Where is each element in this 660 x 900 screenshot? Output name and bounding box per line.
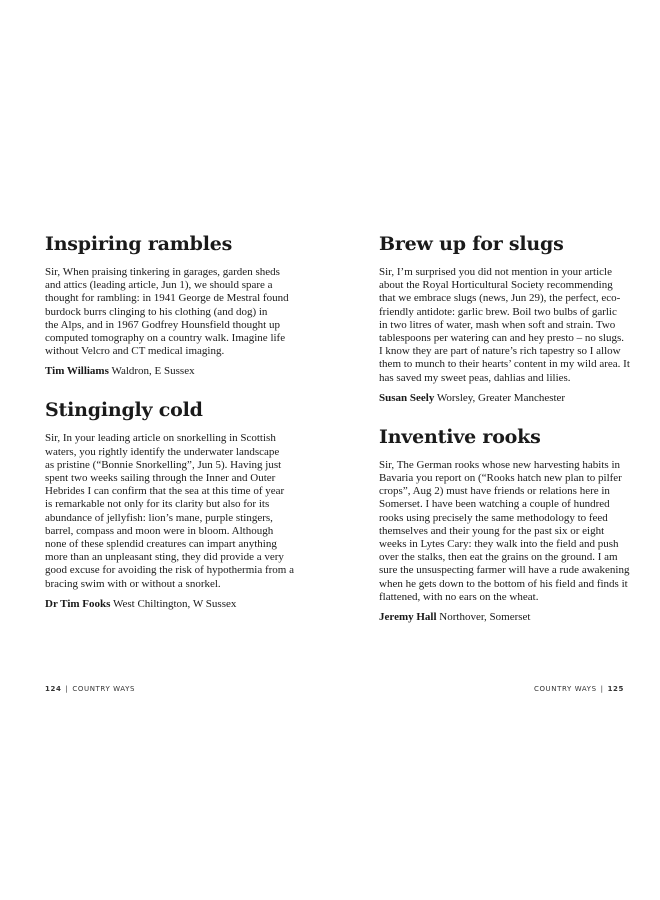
right-page-column [379, 232, 630, 644]
letter-headline: Brew up for slugs [379, 233, 564, 255]
letter-headline: Inventive rooks [379, 425, 541, 448]
letter-line: I know they are part of nature’s rich tapestry so I allow [379, 345, 621, 358]
letter-line: bracing swim with or without a snorkel. [45, 577, 221, 590]
left-page-folio [45, 685, 135, 693]
letter-line: more than an unpleasant sting, they did provide a very [45, 551, 284, 564]
letter-stingingly-cold [45, 398, 294, 610]
author-location: Waldron, E Sussex [111, 365, 195, 378]
letter-byline [379, 611, 619, 624]
letter-inventive-rooks [379, 425, 630, 624]
author-name: Tim Williams [45, 365, 109, 378]
letter-line: thought for rambling: in 1941 George de Mestral found [45, 292, 289, 305]
letter-line: barrel, compass and moon were in bloom. Although [45, 524, 274, 537]
section-name: COUNTRY WAYS [533, 685, 597, 693]
letter-line: burdock burrs clinging to his clothing (and dog) in [45, 305, 268, 318]
letter-line: rooks using precisely the same methodology to feed [379, 511, 608, 524]
letter-line: waters, you rightly identify the underwater landscape [45, 445, 280, 458]
letter-line: sure the unsuspecting farmer will have a rude awakening [379, 564, 630, 577]
letter-line: Sir, The German rooks whose new harvesting habits in [379, 458, 621, 471]
letter-line: spent two weeks sailing through the Inner and Outer [45, 472, 276, 485]
letter-headline: Stingingly cold [45, 399, 203, 422]
letter-body [45, 266, 289, 358]
letter-line: Hebrides I can confirm that the sea at this time of year [45, 485, 285, 498]
letter-line: over the stalks, then eat the grains on the ground. I am [379, 551, 618, 564]
folio-divider: | [65, 685, 69, 693]
letter-body [379, 458, 630, 604]
letter-line: without Velcro and CT medical imaging. [45, 345, 225, 358]
author-name: Jeremy Hall [379, 611, 437, 624]
letter-line: has saved my sweet peas, dahlias and lilies. [379, 371, 571, 384]
letter-line: Sir, I’m surprised you did not mention in your article [379, 266, 612, 278]
letter-line: tablespoons per watering can and hey presto – no slugs. [379, 332, 624, 345]
author-name: Dr Tim Fooks [45, 597, 111, 610]
letter-line: Sir, When praising tinkering in garages, garden sheds [45, 266, 280, 278]
section-name: COUNTRY WAYS [72, 685, 136, 693]
letter-line: crops”, Aug 2) must have friends or relations here in [379, 485, 610, 498]
letter-line: the Alps, and in 1967 Godfrey Hounsfield thought up [45, 318, 280, 331]
author-location: Northover, Somerset [439, 611, 531, 624]
letter-byline [45, 598, 285, 611]
letter-body [379, 266, 630, 385]
letter-inspiring-rambles [45, 232, 289, 378]
letter-line: Somerset. I have been watching a couple of hundred [379, 498, 610, 511]
letter-headline: Inspiring rambles [45, 233, 233, 255]
letter-byline [379, 392, 619, 405]
letter-byline [45, 365, 285, 378]
letter-line: none of these splendid creatures can impart anything [45, 538, 277, 551]
letter-line: is remarkable not only for its clarity but also for its [45, 498, 270, 511]
folio-divider: | [600, 685, 604, 693]
letter-line: that we embrace slugs (news, Jun 29), the perfect, eco- [379, 292, 621, 305]
letter-line: weeks in Lytes Cary: they walk into the field and push [379, 538, 619, 551]
letter-line: and attics (leading article, Jun 1), we should spare a [45, 279, 273, 292]
letter-line: as pristine (“Bonnie Snorkelling”, Jun 5). Having just [45, 458, 282, 471]
author-location: West Chiltington, W Sussex [112, 597, 237, 610]
letter-line: them to munch to their hearts’ content in my wild area. It [379, 358, 630, 371]
letter-line: about the Royal Horticultural Society recommending [379, 279, 613, 292]
right-page-folio [534, 685, 624, 693]
letter-line: Bavaria you report on (“Rooks hatch new plan to pilfer [379, 472, 622, 485]
letter-line: abundance of jellyfish: lion’s mane, purple stingers, [45, 511, 273, 524]
letter-line: flattened, with no ears on the wheat. [379, 590, 539, 603]
author-name: Susan Seely [379, 391, 435, 404]
letter-line: good excuse for avoiding the risk of hypothermia from a [45, 564, 294, 577]
letter-line: when he gets down to the bottom of his field and finds it [379, 577, 628, 590]
letter-line: themselves and their young for the past six or eight [379, 524, 605, 537]
letter-line: Sir, In your leading article on snorkelling in Scottish [45, 432, 276, 445]
letter-line: friendly antidote: garlic brew. Boil two bulbs of garlic [379, 305, 617, 318]
author-location: Worsley, Greater Manchester [436, 391, 566, 404]
letter-line: computed tomography on a country walk. Imagine life [45, 332, 286, 345]
left-page-column [45, 232, 294, 631]
page-number: 124 [45, 685, 62, 693]
letter-body [45, 432, 294, 590]
letter-brew-up-for-slugs [379, 232, 630, 405]
page-number: 125 [607, 685, 624, 693]
letter-line: in two litres of water, mash when soft and strain. Two [379, 318, 616, 331]
